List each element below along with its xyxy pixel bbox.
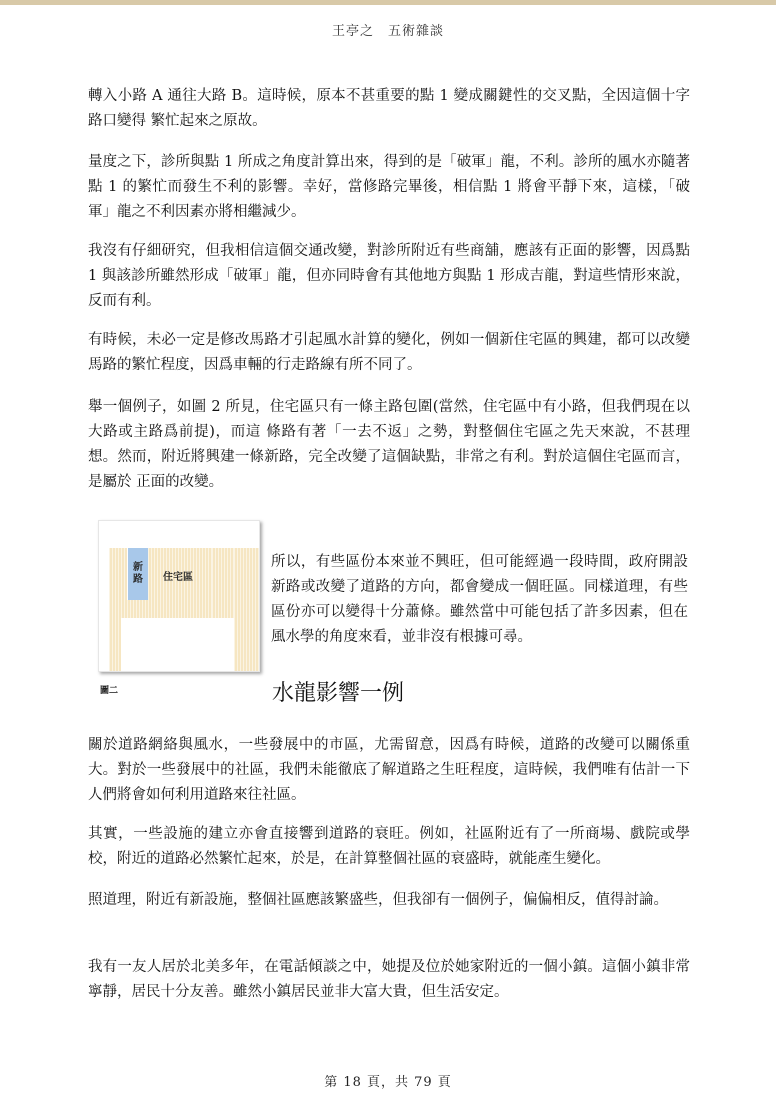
residential-block-far-right bbox=[234, 548, 259, 671]
residential-block-bottom bbox=[109, 600, 212, 618]
figure-2-map bbox=[98, 520, 260, 672]
paragraph-6: 關於道路網絡與風水，一些發展中的市區，尤需留意，因爲有時候，道路的改變可以關係重大。對於一些發展中的社區，我們未能徹底了解道路之生旺程度，這時候，我們唯有估計一下人們將會如何利用道路來往社區。 bbox=[88, 737, 690, 803]
new-road bbox=[128, 548, 148, 600]
paragraph-3: 我沒有仔細研究，但我相信這個交通改變，對診所附近有些商舖，應該有正面的影響，因爲點 1 與該診所雖然形成「破軍」龍，但亦同時會有其他地方與點 1 形成吉龍，對這些情形來說，反而有利。 bbox=[88, 243, 690, 309]
residential-block-left bbox=[109, 548, 127, 600]
paragraph-9: 我有一友人居於北美多年，在電話傾談之中，她提及位於她家附近的一個小鎮。這個小鎮非常寧靜，居民十分友善。雖然小鎮居民並非大富大貴，但生活安定。 bbox=[88, 959, 690, 1000]
residential-block-right bbox=[212, 548, 234, 618]
paragraph-5: 舉一個例子，如圖 2 所見，住宅區只有一條主路包圍(當然，住宅區中有小路，但我們現在以大路或主路爲前提)，而這 條路有著「一去不返」之勢，對整個住宅區之先天來說，不甚理想。然而，附近將興建一條新路，完全改變了這個缺點，非常之有利。對於這個住宅區而言，是屬於 正面的改變。 bbox=[88, 399, 690, 490]
page-footer: 第 18 頁，共 79 頁 bbox=[324, 1075, 452, 1090]
residential-block-lower-left bbox=[109, 618, 121, 671]
paragraph-4: 有時候，未必一定是修改馬路才引起風水計算的變化，例如一個新住宅區的興建，都可以改變馬路的繁忙程度，因爲車輛的行走路線有所不同了。 bbox=[88, 332, 690, 373]
section-title: 水龍影響一例 bbox=[272, 681, 405, 706]
new-road-label-1: 新 bbox=[133, 562, 143, 573]
figure-caption: 圖二 bbox=[100, 686, 119, 696]
top-border bbox=[0, 0, 776, 5]
paragraph-8: 照道理，附近有新設施，整個社區應該繁盛些，但我卻有一個例子，偏偏相反，值得討論。 bbox=[88, 892, 668, 908]
page-header: 王亭之 五術雜談 bbox=[331, 24, 444, 39]
residential-zone-label: 住宅區 bbox=[163, 572, 193, 583]
paragraph-1: 轉入小路 A 通往大路 B。這時候，原本不甚重要的點 1 變成關鍵性的交叉點，全因這個十字路口變得 繁忙起來之原故。 bbox=[88, 88, 690, 129]
paragraph-7: 其實，一些設施的建立亦會直接響到道路的衰旺。例如，社區附近有了一所商場、戲院或學校，附近的道路必然繁忙起來，於是，在計算整個社區的衰盛時，就能產生變化。 bbox=[88, 826, 690, 867]
paragraph-2: 量度之下，診所與點 1 所成之角度計算出來，得到的是「破軍」龍，不利。診所的風水亦隨著點 1 的繁忙而發生不利的影響。幸好，當修路完畢後，相信點 1 將會平靜下來，這樣，「破軍」龍之不利因素亦將相繼減少。 bbox=[88, 154, 690, 220]
new-road-label-2: 路 bbox=[133, 574, 143, 585]
figure-side-text: 所以，有些區份本來並不興旺，但可能經過一段時間，政府開設新路或改變了道路的方向，都會變成一個旺區。同樣道理，有些區份亦可以變得十分蕭條。雖然當中可能包括了許多因素，但在風水學的角度來看，並非沒有根據可尋。 bbox=[271, 554, 688, 645]
